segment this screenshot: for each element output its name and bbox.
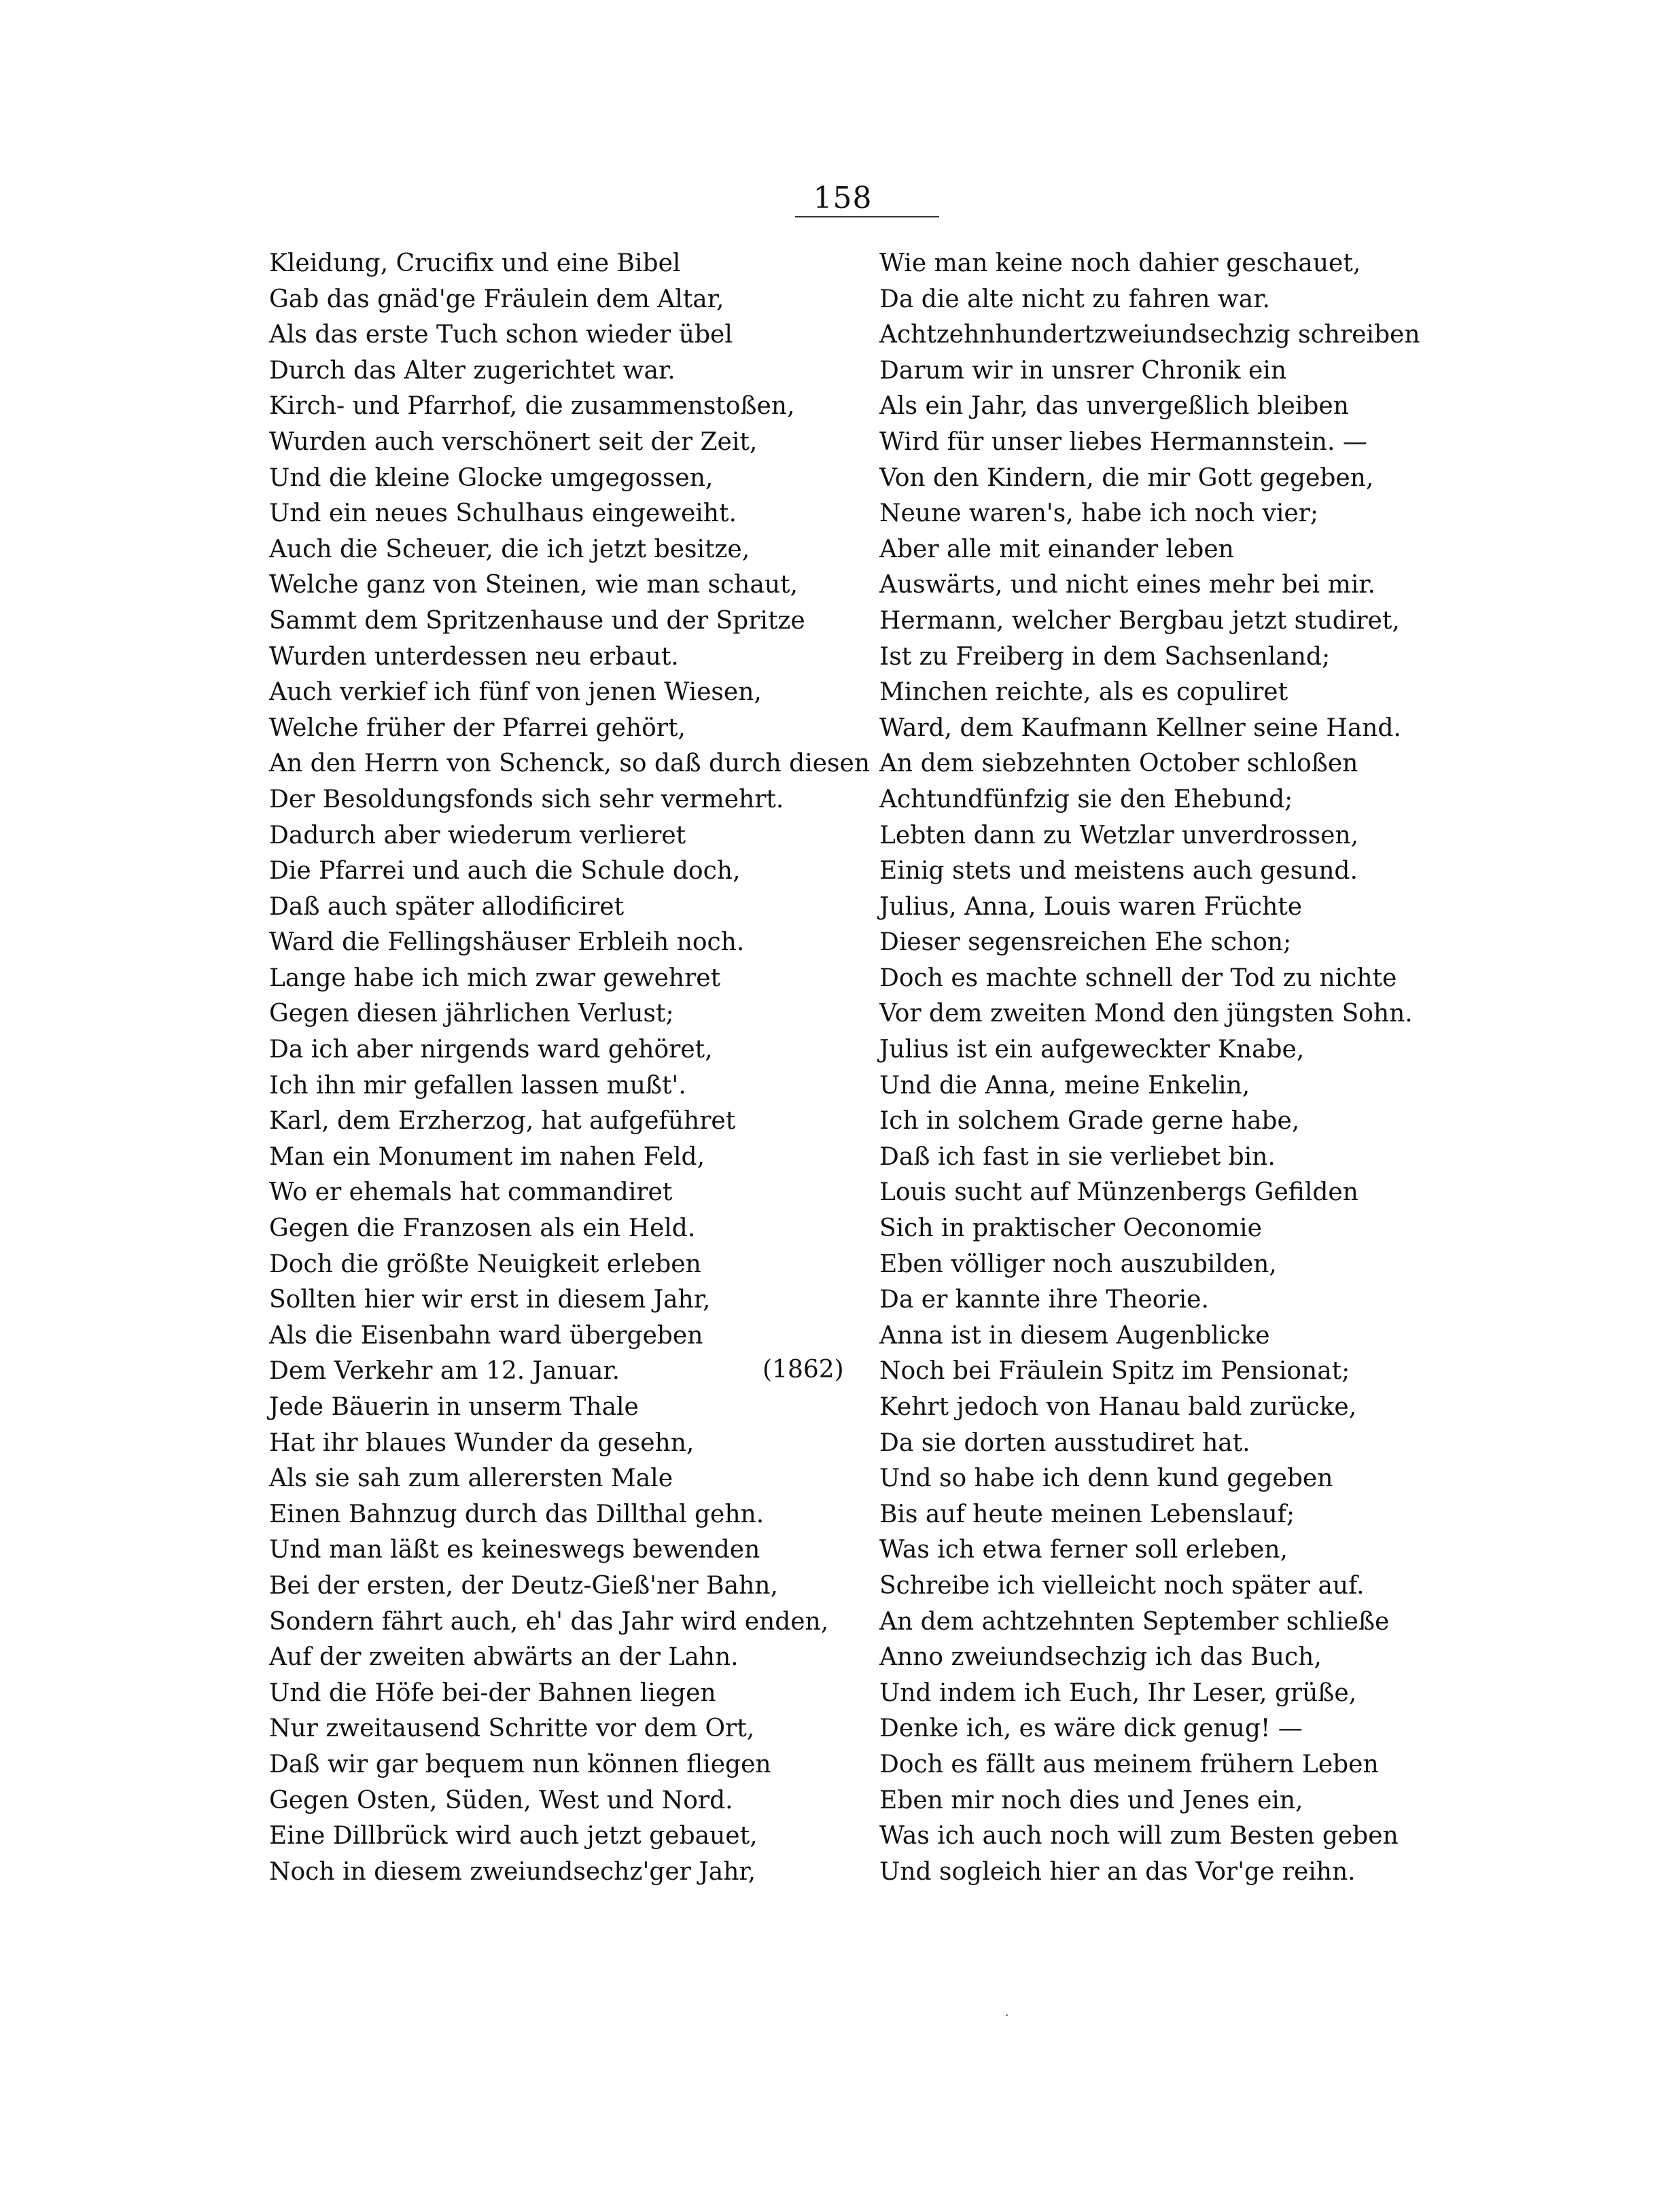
verse-line: An dem achtzehnten September schließe: [879, 1607, 1390, 1636]
verse-line: Wie man keine noch dahier geschauet,: [879, 249, 1361, 277]
verse-line: Dieser segensreichen Ehe schon;: [879, 928, 1292, 957]
verse-line: Eben völliger noch auszubilden,: [879, 1250, 1277, 1278]
verse-line: Noch in diesem zweiundsechz'ger Jahr,: [269, 1857, 756, 1886]
verse-line: Auf der zweiten abwärts an der Lahn.: [269, 1643, 739, 1672]
verse-line: Ich in solchem Grade gerne habe,: [879, 1107, 1300, 1136]
verse-line: Lange habe ich mich zwar gewehret: [269, 964, 721, 992]
verse-line: Nur zweitausend Schritte vor dem Ort,: [269, 1715, 755, 1743]
verse-line: Anna ist in diesem Augenblicke: [879, 1321, 1270, 1350]
verse-line: Bei der ersten, der Deutz-Gieß'ner Bahn,: [269, 1571, 778, 1600]
verse-line: Daß auch später allodificiret: [269, 892, 625, 921]
verse-line: Durch das Alter zugerichtet war.: [269, 356, 675, 385]
verse-line: Hermann, welcher Bergbau jetzt studiret,: [879, 606, 1400, 635]
verse-line: Bis auf heute meinen Lebenslauf;: [879, 1500, 1295, 1528]
verse-line: Als sie sah zum allerersten Male: [269, 1464, 673, 1493]
verse-line: Der Besoldungsfonds sich sehr vermehrt.: [269, 785, 784, 813]
verse-line: Schreibe ich vielleicht noch später auf.: [879, 1571, 1365, 1600]
verse-line: Kehrt jedoch von Hanau bald zurücke,: [879, 1393, 1357, 1421]
verse-line: Julius ist ein aufgeweckter Knabe,: [879, 1036, 1305, 1064]
verse-line: An den Herrn von Schenck, so daß durch diesen: [269, 750, 871, 778]
verse-line: Doch es fällt aus meinem frühern Leben: [879, 1750, 1379, 1778]
verse-line: Welche früher der Pfarrei gehört,: [269, 714, 686, 742]
verse-line: Einen Bahnzug durch das Dillthal gehn.: [269, 1500, 765, 1528]
verse-line: Gegen diesen jährlichen Verlust;: [269, 1000, 674, 1028]
verse-line: Gab das gnäd'ge Fräulein dem Altar,: [269, 285, 724, 313]
verse-line: Da ich aber nirgends ward gehöret,: [269, 1036, 713, 1064]
verse-line: Hat ihr blaues Wunder da gesehn,: [269, 1428, 695, 1457]
verse-line: Als das erste Tuch schon wieder übel: [269, 321, 733, 349]
verse-line: Jede Bäuerin in unserm Thale: [269, 1393, 639, 1421]
verse-line: Denke ich, es wäre dick genug! —: [879, 1715, 1303, 1743]
verse-line: Ward die Fellingshäuser Erbleih noch.: [269, 928, 745, 957]
verse-line: Gegen die Franzosen als ein Held.: [269, 1214, 696, 1243]
verse-line: Sammt dem Spritzenhause und der Spritze: [269, 606, 805, 635]
ink-speck: [1006, 2014, 1008, 2016]
verse-line: Und die kleine Glocke umgegossen,: [269, 463, 714, 492]
verse-line: Und die Anna, meine Enkelin,: [879, 1071, 1250, 1100]
verse-line: Und die Höfe bei-der Bahnen liegen: [269, 1679, 716, 1707]
verse-line: Und sogleich hier an das Vor'ge reihn.: [879, 1857, 1356, 1886]
verse-line: Und man läßt es keineswegs bewenden: [269, 1536, 760, 1564]
verse-line: Julius, Anna, Louis waren Früchte: [879, 892, 1303, 921]
verse-line: Und so habe ich denn kund gegeben: [879, 1464, 1333, 1493]
verse-line: Auch die Scheuer, die ich jetzt besitze,: [269, 535, 750, 563]
verse-line: Auswärts, und nicht eines mehr bei mir.: [879, 571, 1375, 599]
verse-line: Da er kannte ihre Theorie.: [879, 1286, 1209, 1314]
verse-line: Man ein Monument im nahen Feld,: [269, 1142, 705, 1171]
verse-line: Anno zweiundsechzig ich das Buch,: [879, 1643, 1322, 1672]
verse-line: Ward, dem Kaufmann Kellner seine Hand.: [879, 714, 1401, 742]
verse-line: Gegen Osten, Süden, West und Nord.: [269, 1786, 733, 1814]
verse-line: Doch die größte Neuigkeit erleben: [269, 1250, 701, 1278]
verse-line: Aber alle mit einander leben: [879, 535, 1234, 563]
left-verse-column: [269, 246, 871, 1890]
verse-line: Sondern fährt auch, eh' das Jahr wird enden,: [269, 1607, 829, 1636]
verse-line: Karl, dem Erzherzog, hat aufgeführet: [269, 1107, 736, 1136]
verse-line: Dem Verkehr am 12. Januar.: [269, 1357, 620, 1386]
verse-line: Doch es machte schnell der Tod zu nichte: [879, 964, 1397, 992]
verse-line: Da sie dorten ausstudiret hat.: [879, 1428, 1250, 1457]
verse-line: Daß ich fast in sie verliebet bin.: [879, 1142, 1276, 1171]
verse-line: Kirch- und Pfarrhof, die zusammenstoßen,: [269, 392, 795, 421]
verse-line: Wurden auch verschönert seit der Zeit,: [269, 427, 758, 456]
verse-line: Wurden unterdessen neu erbaut.: [269, 642, 679, 671]
page-number: 158: [813, 181, 873, 215]
verse-line: Auch verkief ich fünf von jenen Wiesen,: [269, 678, 762, 707]
verse-line: Sollten hier wir erst in diesem Jahr,: [269, 1286, 711, 1314]
verse-line: Ist zu Freiberg in dem Sachsenland;: [879, 642, 1331, 671]
verse-line: Lebten dann zu Wetzlar unverdrossen,: [879, 821, 1359, 849]
verse-line: Wo er ehemals hat commandiret: [269, 1178, 673, 1207]
verse-line: Wird für unser liebes Hermannstein. —: [879, 427, 1367, 456]
verse-line: Daß wir gar bequem nun können fliegen: [269, 1750, 771, 1778]
verse-line: Sich in praktischer Oeconomie: [879, 1214, 1262, 1243]
verse-line: Eine Dillbrück wird auch jetzt gebauet,: [269, 1822, 758, 1850]
verse-line: Einig stets und meistens auch gesund.: [879, 857, 1358, 885]
verse-line: An dem siebzehnten October schloßen: [879, 750, 1358, 778]
verse-line: Die Pfarrei und auch die Schule doch,: [269, 857, 741, 885]
verse-line: Welche ganz von Steinen, wie man schaut,: [269, 571, 798, 599]
verse-line: Eben mir noch dies und Jenes ein,: [879, 1786, 1303, 1814]
year-marginal-note: (1862): [762, 1356, 844, 1384]
verse-line: Louis sucht auf Münzenbergs Gefilden: [879, 1178, 1358, 1207]
verse-line: Als die Eisenbahn ward übergeben: [269, 1321, 703, 1350]
right-verse-column: [879, 246, 1437, 1890]
verse-line: Da die alte nicht zu fahren war.: [879, 285, 1270, 313]
verse-line: Kleidung, Crucifix und eine Bibel: [269, 249, 681, 277]
verse-line: Noch bei Fräulein Spitz im Pensionat;: [879, 1357, 1350, 1386]
verse-line: Was ich auch noch will zum Besten geben: [879, 1822, 1399, 1850]
verse-line: Vor dem zweiten Mond den jüngsten Sohn.: [879, 1000, 1413, 1028]
header-rule: [795, 216, 939, 217]
verse-line: Von den Kindern, die mir Gott gegeben,: [879, 463, 1374, 492]
verse-line: Und indem ich Euch, Ihr Leser, grüße,: [879, 1679, 1357, 1707]
verse-line: Ich ihn mir gefallen lassen mußt'.: [269, 1071, 686, 1100]
verse-line: Dadurch aber wiederum verlieret: [269, 821, 686, 849]
verse-line: Als ein Jahr, das unvergeßlich bleiben: [879, 392, 1349, 421]
verse-line: Minchen reichte, als es copuliret: [879, 678, 1288, 707]
verse-line: Und ein neues Schulhaus eingeweiht.: [269, 499, 737, 528]
verse-line: Was ich etwa ferner soll erleben,: [879, 1536, 1288, 1564]
verse-line: Achtzehnhundertzweiundsechzig schreiben: [879, 321, 1420, 349]
verse-line: Achtundfünfzig sie den Ehebund;: [879, 785, 1293, 813]
verse-line: Neune waren's, habe ich noch vier;: [879, 499, 1319, 528]
verse-line: Darum wir in unsrer Chronik ein: [879, 356, 1287, 385]
